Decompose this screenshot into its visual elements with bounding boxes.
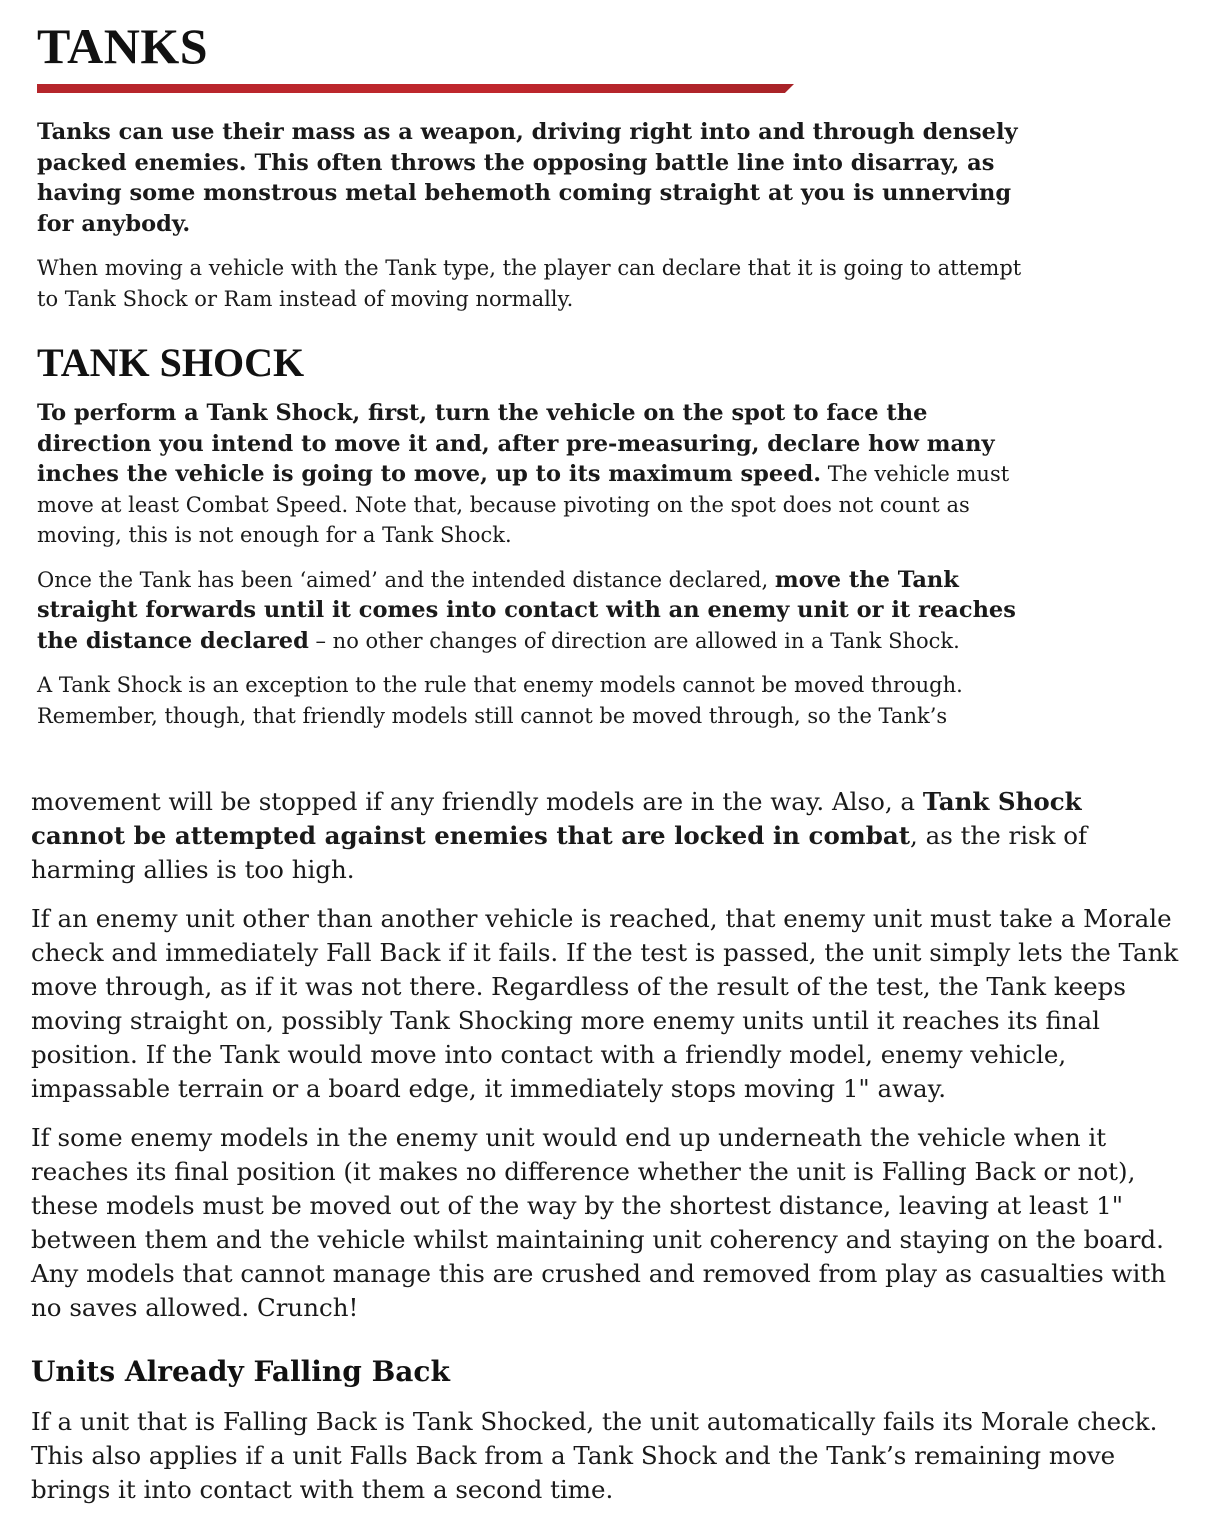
- page-title: TANKS: [37, 18, 209, 74]
- tank-shock-paragraph-2: [37, 565, 1037, 657]
- tank-shock-p1-bold: To perform a Tank Shock, first, turn the vehicle on the spot to face the direction you intend to move it and, after pre-measuring, declare how many inches the vehicle is going to move, up to its maximum speed.: [37, 400, 995, 487]
- top-section: [37, 18, 1037, 731]
- tank-shock-paragraph-1: [37, 398, 1037, 551]
- intro-body-paragraph: When moving a vehicle with the Tank type, the player can declare that it is going to attempt to Tank Shock or Ram instead of moving normally.: [37, 256, 1022, 311]
- red-divider: [37, 84, 794, 93]
- tank-shock-p2-end: – no other changes of direction are allowed in a Tank Shock.: [308, 628, 960, 653]
- falling-back-paragraph: If a unit that is Falling Back is Tank Shocked, the unit automatically fails its Morale check. This also applies if a unit Falls Back from a Tank Shock and the Tank’s remaining move brings it into contact with them a second time.: [31, 1407, 1158, 1504]
- tank-shock-paragraph-6: If some enemy models in the enemy unit would end up underneath the vehicle when it reaches its final position (it makes no difference whether the unit is Falling Back or not), these models must be moved out of the way by the shortest distance, leaving at least 1" between them and the vehicle whilst maintaining unit coherency and staying on the board. Any models that cannot manage this are crushed and removed from play as casualties with no saves allowed. Crunch!: [31, 1123, 1166, 1322]
- intro-lead-paragraph: Tanks can use their mass as a weapon, driving right into and through densely packed enemies. This often throws the opposing battle line into disarray, as having some monstrous metal behemoth coming straight at you is unnerving for anybody.: [37, 119, 1018, 237]
- tank-shock-heading: TANK SHOCK: [37, 340, 305, 385]
- tank-shock-p4-bold: Tank Shock cannot be attempted against enemies that are locked in combat: [31, 787, 1082, 850]
- tank-shock-paragraph-3: A Tank Shock is an exception to the rule that enemy models cannot be moved through. Remember, though, that friendly models still cannot be moved through, so the Tank’s: [37, 673, 963, 728]
- falling-back-heading: Units Already Falling Back: [31, 1355, 450, 1388]
- tank-shock-p4-end: , as the risk of harming allies is too high.: [31, 821, 1088, 884]
- tank-shock-p2-bold: move the Tank straight forwards until it comes into contact with an enemy unit or it reaches the distance declared: [37, 566, 1016, 654]
- tank-shock-p1-rest: The vehicle must move at least Combat Speed. Note that, because pivoting on the spot does not count as moving, this is not enough for a Tank Shock.: [37, 462, 1010, 547]
- tank-shock-paragraph-5: If an enemy unit other than another vehicle is reached, that enemy unit must take a Morale check and immediately Fall Back if it fails. If the test is passed, the unit simply lets the Tank move through, as if it was not there. Regardless of the result of the test, the Tank keeps moving straight on, possibly Tank Shocking more enemy units until it reaches its final position. If the Tank would move into contact with a friendly model, enemy vehicle, impassable terrain or a board edge, it immediately stops moving 1" away.: [31, 904, 1179, 1103]
- bottom-section: [31, 785, 1181, 1507]
- tank-shock-p2-start: Once the Tank has been ‘aimed’ and the intended distance declared,: [37, 567, 775, 592]
- tank-shock-p4-start: movement will be stopped if any friendly models are in the way. Also, a: [31, 787, 923, 816]
- tank-shock-paragraph-4: [31, 785, 1181, 887]
